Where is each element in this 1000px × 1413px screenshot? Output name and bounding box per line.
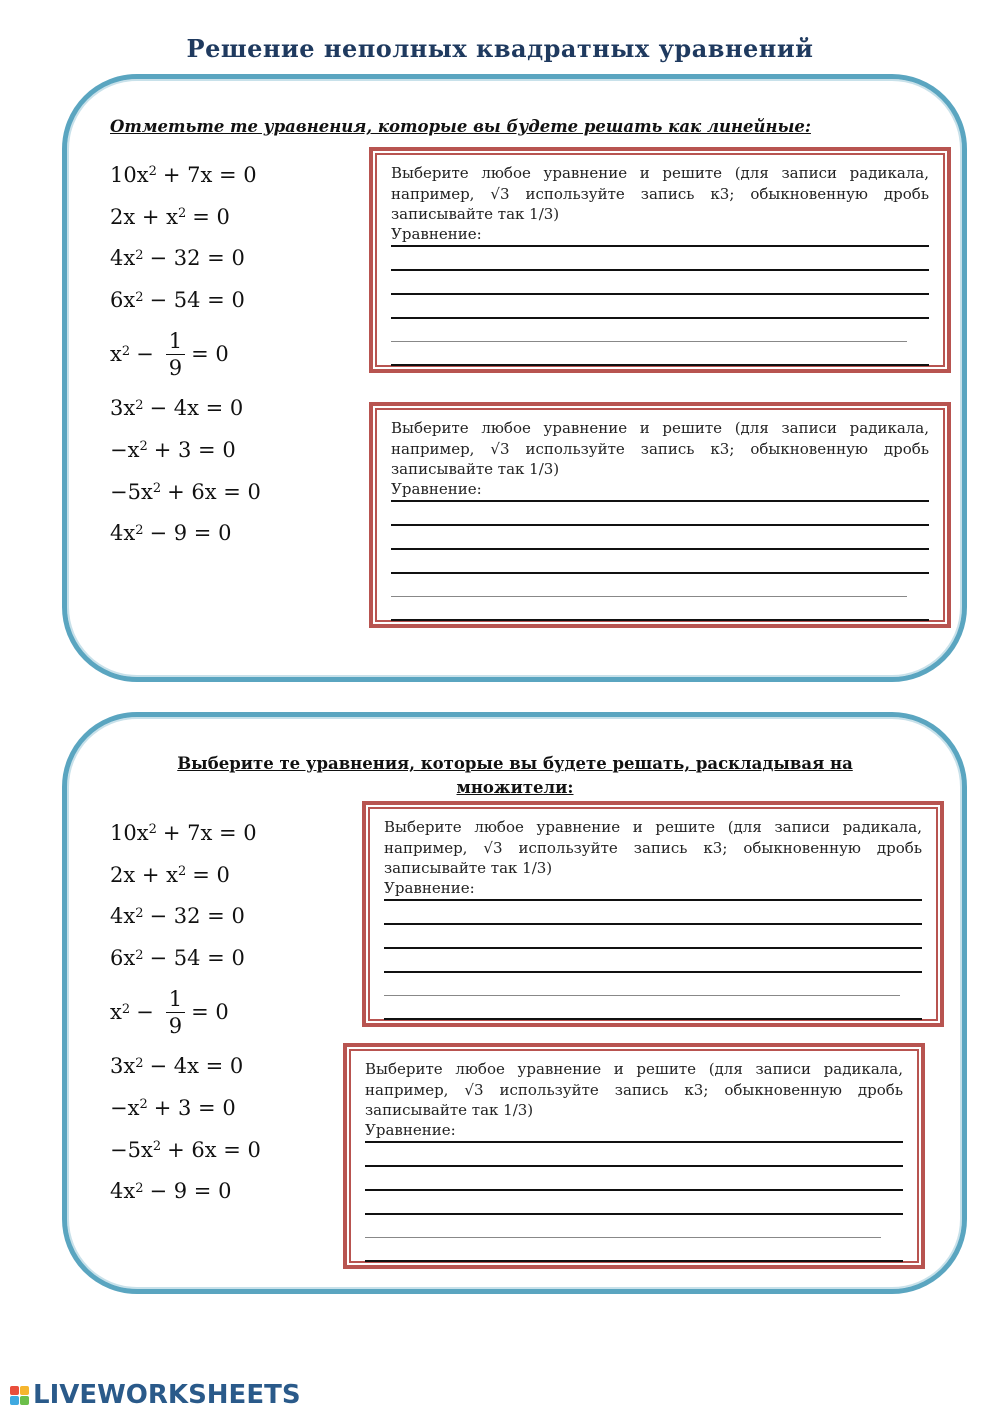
answer-line[interactable] <box>365 1215 881 1238</box>
equation-rest: − 54 = 0 <box>149 288 245 313</box>
fraction-numerator: 1 <box>166 986 185 1013</box>
equation-term: 2x + x <box>110 862 178 887</box>
equation-rest: − 4x = 0 <box>149 396 244 421</box>
answer-lines[interactable] <box>391 500 929 621</box>
equation-item[interactable] <box>110 471 267 513</box>
answer-line[interactable] <box>384 925 922 949</box>
equation-term: 10x <box>110 162 149 187</box>
equation-label: Уравнение: <box>391 224 482 243</box>
equation-item[interactable] <box>110 387 267 429</box>
equation-rest: = 0 <box>192 204 230 229</box>
answer-line[interactable] <box>384 973 900 996</box>
equation-rest: − 4x = 0 <box>149 1054 244 1079</box>
equation-rest: + 6x = 0 <box>167 1137 261 1162</box>
fraction-numerator: 1 <box>166 328 185 355</box>
exponent: 2 <box>121 1001 131 1017</box>
equation-item[interactable] <box>110 979 267 1045</box>
equation-tail: = 0 <box>191 342 229 367</box>
equation-item[interactable] <box>110 854 267 896</box>
task-instruction: Выберите любое уравнение и решите (для записи радикала, например, √3 используйте запись к3; обыкновенную дробь записывайте так 1/3) <box>391 419 929 478</box>
liveworksheets-icon <box>10 1386 29 1405</box>
equation-item[interactable] <box>110 1129 267 1171</box>
exponent: 2 <box>135 247 144 263</box>
equation-label: Уравнение: <box>391 479 482 498</box>
equation-term: 10x <box>110 820 149 845</box>
exponent: 2 <box>152 1139 162 1155</box>
fraction-denominator: 9 <box>168 1013 183 1038</box>
exponent: 2 <box>135 1055 144 1071</box>
fraction <box>166 986 185 1039</box>
answer-line[interactable] <box>365 1191 903 1215</box>
equation-tail: = 0 <box>191 1000 229 1025</box>
equation-item[interactable] <box>110 238 267 280</box>
exponent: 2 <box>139 1097 148 1113</box>
exponent: 2 <box>139 439 148 455</box>
answer-line[interactable] <box>391 526 929 550</box>
answer-line[interactable] <box>391 502 929 526</box>
exponent: 2 <box>135 947 144 963</box>
equation-item[interactable] <box>110 154 267 196</box>
equation-item[interactable] <box>110 513 267 555</box>
equation-term: −5x <box>110 479 153 504</box>
equation-term: −x <box>110 1095 140 1120</box>
answer-line[interactable] <box>391 319 907 342</box>
equation-item[interactable] <box>110 429 267 471</box>
equation-item[interactable] <box>110 1045 267 1087</box>
equation-item[interactable] <box>110 1171 267 1213</box>
equation-rest: − 9 = 0 <box>149 1179 232 1204</box>
equation-item[interactable] <box>110 937 267 979</box>
exponent: 2 <box>135 289 144 305</box>
equation-rest: − 54 = 0 <box>149 946 245 971</box>
answer-line[interactable] <box>391 550 929 574</box>
equation-rest: − 32 = 0 <box>149 246 245 271</box>
equation-rest: − <box>136 342 154 367</box>
solution-box-2 <box>369 402 951 628</box>
solution-box-1 <box>369 147 951 373</box>
equation-item[interactable] <box>110 321 267 387</box>
fraction-denominator: 9 <box>168 355 183 380</box>
equation-rest: + 7x = 0 <box>162 820 257 845</box>
equation-term: x <box>110 1000 122 1025</box>
exponent: 2 <box>135 522 144 538</box>
answer-line[interactable] <box>391 574 907 597</box>
task-instruction: Выберите любое уравнение и решите (для записи радикала, например, √3 используйте запись к3; обыкновенную дробь записывайте так 1/3) <box>384 818 922 877</box>
task-instruction: Выберите любое уравнение и решите (для записи радикала, например, √3 используйте запись к3; обыкновенную дробь записывайте так 1/3) <box>365 1060 903 1119</box>
equation-term: 4x <box>110 246 136 271</box>
equation-term: −x <box>110 437 140 462</box>
answer-line[interactable] <box>384 949 922 973</box>
page-title: Решение неполных квадратных уравнений <box>186 34 814 63</box>
section-linear-instruction: Отметьте те уравнения, которые вы будете решать как линейные: <box>110 117 811 136</box>
answer-lines[interactable] <box>384 899 922 1020</box>
answer-line[interactable] <box>365 1167 903 1191</box>
answer-line[interactable] <box>391 247 929 271</box>
solution-box-4 <box>343 1043 925 1269</box>
exponent: 2 <box>178 206 187 222</box>
answer-line[interactable] <box>384 996 922 1020</box>
answer-lines[interactable] <box>391 245 929 366</box>
equation-term: 6x <box>110 946 136 971</box>
answer-line[interactable] <box>365 1143 903 1167</box>
equation-item[interactable] <box>110 896 267 938</box>
exponent: 2 <box>148 822 157 838</box>
equation-term: 3x <box>110 396 136 421</box>
answer-line[interactable] <box>391 295 929 319</box>
fraction <box>166 328 185 381</box>
answer-line[interactable] <box>391 271 929 295</box>
equation-term: 3x <box>110 1054 136 1079</box>
equation-term: −5x <box>110 1137 153 1162</box>
exponent: 2 <box>135 1180 144 1196</box>
equation-rest: − 9 = 0 <box>149 521 232 546</box>
answer-lines[interactable] <box>365 1141 903 1262</box>
answer-line[interactable] <box>391 342 929 366</box>
equation-item[interactable] <box>110 1087 267 1129</box>
answer-line[interactable] <box>384 901 922 925</box>
equation-term: 4x <box>110 904 136 929</box>
answer-line[interactable] <box>365 1238 903 1262</box>
exponent: 2 <box>152 481 162 497</box>
equation-list-linear <box>110 154 267 554</box>
brand-text: LIVEWORKSHEETS <box>33 1380 301 1410</box>
equation-item[interactable] <box>110 279 267 321</box>
equation-item[interactable] <box>110 196 267 238</box>
equation-rest: − <box>136 1000 154 1025</box>
exponent: 2 <box>121 343 131 359</box>
equation-label: Уравнение: <box>365 1120 456 1139</box>
equation-term: x <box>110 342 122 367</box>
equation-list-factor <box>110 812 267 1212</box>
equation-term: 6x <box>110 288 136 313</box>
equation-term: 4x <box>110 1179 136 1204</box>
task-instruction: Выберите любое уравнение и решите (для записи радикала, например, √3 используйте запись к3; обыкновенную дробь записывайте так 1/3) <box>391 164 929 223</box>
equation-item[interactable] <box>110 812 267 854</box>
equation-rest: + 3 = 0 <box>153 437 236 462</box>
equation-rest: + 6x = 0 <box>167 479 261 504</box>
equation-rest: + 7x = 0 <box>162 162 257 187</box>
equation-rest: + 3 = 0 <box>153 1095 236 1120</box>
exponent: 2 <box>148 164 157 180</box>
equation-rest: = 0 <box>192 862 230 887</box>
equation-label: Уравнение: <box>384 878 475 897</box>
section-factor-instruction: Выберите те уравнения, которые вы будете решать, раскладывая на множители: <box>177 754 853 797</box>
equation-rest: − 32 = 0 <box>149 904 245 929</box>
answer-line[interactable] <box>391 597 929 621</box>
liveworksheets-logo[interactable] <box>10 1380 301 1410</box>
equation-term: 4x <box>110 521 136 546</box>
exponent: 2 <box>135 397 144 413</box>
exponent: 2 <box>178 864 187 880</box>
equation-term: 2x + x <box>110 204 178 229</box>
solution-box-3 <box>362 801 944 1027</box>
exponent: 2 <box>135 905 144 921</box>
